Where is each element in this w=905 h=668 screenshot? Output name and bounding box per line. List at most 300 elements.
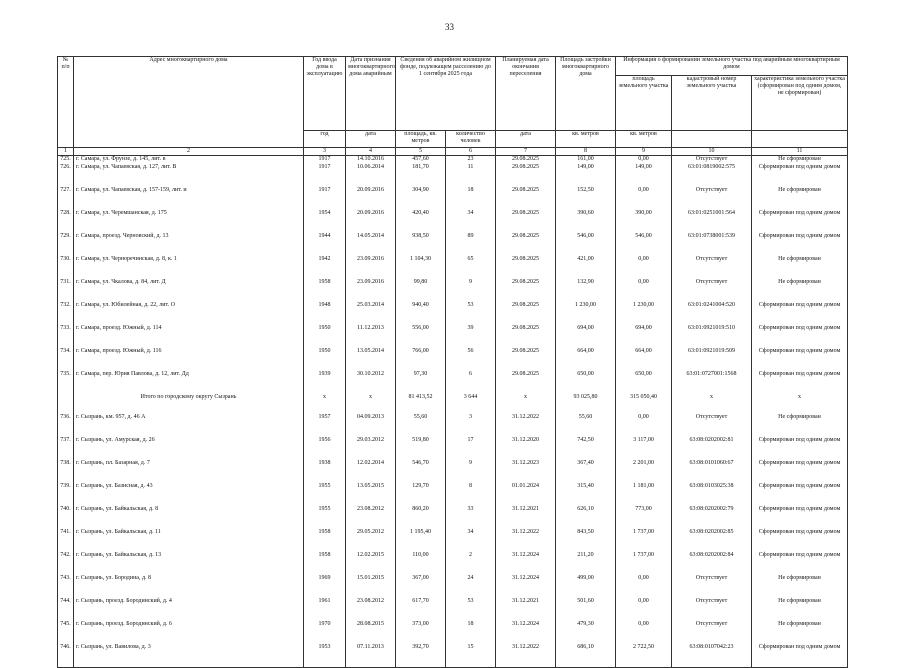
- planned-end-cell: 31.12.2022: [496, 644, 556, 668]
- unit-date: дата: [496, 131, 556, 148]
- table-row: [58, 460, 848, 483]
- land-status-cell: Сформирован под одним домом: [752, 506, 848, 529]
- row-number: 737.: [58, 437, 74, 460]
- row-number: 725.: [58, 156, 74, 165]
- area-cell: 373,00: [396, 621, 446, 644]
- area-cell: 304,90: [396, 187, 446, 210]
- table-row: [58, 156, 848, 165]
- cadastral-cell: 63:08:0202002:84: [672, 552, 752, 575]
- column-number: 5: [396, 148, 446, 156]
- emergency-date-cell: 28.08.2015: [346, 621, 396, 644]
- year-cell: 1917: [304, 164, 346, 187]
- land-area-cell: 0,00: [616, 187, 672, 210]
- land-area-cell: 0,00: [616, 598, 672, 621]
- land-status-cell: Не сформирован: [752, 621, 848, 644]
- address-cell: г. Самара, проезд. Черновский, д. 13: [74, 233, 304, 256]
- table-row: [58, 575, 848, 598]
- people-cell: 39: [446, 325, 496, 348]
- address-cell: г. Сызрань, проезд. Бородинский, д. 4: [74, 598, 304, 621]
- built-area-cell: 161,00: [556, 156, 616, 165]
- header-land-characteristic: характеристика земельного участка (сформирован под одним домом, не сформирован): [752, 76, 848, 131]
- planned-end-cell: 29.08.2025: [496, 371, 556, 394]
- row-number: 733.: [58, 325, 74, 348]
- planned-end-cell: 29.08.2025: [496, 325, 556, 348]
- page-number: 33: [445, 22, 454, 32]
- table-row: [58, 598, 848, 621]
- land-area-cell: 0,00: [616, 414, 672, 437]
- built-area-cell: 1 230,00: [556, 302, 616, 325]
- emergency-date-cell: 29.03.2012: [346, 437, 396, 460]
- land-area-cell: 0,00: [616, 621, 672, 644]
- built-area-cell: 152,50: [556, 187, 616, 210]
- address-cell: Итого по городскому округу Сызрань: [74, 394, 304, 414]
- column-number: 3: [304, 148, 346, 156]
- cadastral-cell: Отсутствует: [672, 598, 752, 621]
- address-cell: г. Сызрань, ул. Бородина, д. 8: [74, 575, 304, 598]
- built-area-cell: 479,30: [556, 621, 616, 644]
- area-cell: 617,70: [396, 598, 446, 621]
- emergency-date-cell: 14.10.2016: [346, 156, 396, 165]
- address-cell: г. Сызрань, пл. Базарная, д. 7: [74, 460, 304, 483]
- people-cell: 15: [446, 644, 496, 668]
- cadastral-cell: Отсутствует: [672, 156, 752, 165]
- people-cell: 18: [446, 621, 496, 644]
- area-cell: 457,60: [396, 156, 446, 165]
- table-row: [58, 164, 848, 187]
- area-cell: 1 195,40: [396, 529, 446, 552]
- land-area-cell: 315 050,40: [616, 394, 672, 414]
- land-area-cell: 0,00: [616, 156, 672, 165]
- emergency-date-cell: 13.05.2015: [346, 483, 396, 506]
- land-status-cell: Сформирован под одним домом: [752, 233, 848, 256]
- cadastral-cell: Отсутствует: [672, 187, 752, 210]
- land-status-cell: Сформирован под одним домом: [752, 164, 848, 187]
- area-cell: 546,70: [396, 460, 446, 483]
- header-emergency-info: Сведения об аварийном жилищном фонде, подлежащем расселению до 1 сентября 2025 года: [396, 57, 496, 131]
- people-cell: 33: [446, 506, 496, 529]
- planned-end-cell: 29.08.2025: [496, 156, 556, 165]
- unit-sqm: кв. метров: [556, 131, 616, 148]
- people-cell: 6: [446, 371, 496, 394]
- total-row: [58, 394, 848, 414]
- area-cell: 420,40: [396, 210, 446, 233]
- year-cell: 1917: [304, 187, 346, 210]
- land-area-cell: 3 117,00: [616, 437, 672, 460]
- emergency-date-cell: 10.06.2014: [346, 164, 396, 187]
- year-cell: 1957: [304, 414, 346, 437]
- planned-end-cell: 29.08.2025: [496, 233, 556, 256]
- land-status-cell: Не сформирован: [752, 256, 848, 279]
- built-area-cell: 694,00: [556, 325, 616, 348]
- column-number: 8: [556, 148, 616, 156]
- row-number: 735.: [58, 371, 74, 394]
- year-cell: 1938: [304, 460, 346, 483]
- address-cell: г. Самара, ул. Черемшанская, д. 175: [74, 210, 304, 233]
- cadastral-cell: 63:01:0819002:575: [672, 164, 752, 187]
- land-status-cell: Не сформирован: [752, 187, 848, 210]
- planned-end-cell: 31.12.2024: [496, 575, 556, 598]
- header-number: № п/п: [58, 57, 74, 148]
- area-cell: 519,80: [396, 437, 446, 460]
- emergency-date-cell: 20.09.2016: [346, 187, 396, 210]
- land-status-cell: Сформирован под одним домом: [752, 302, 848, 325]
- table-row: [58, 506, 848, 529]
- emergency-date-cell: x: [346, 394, 396, 414]
- built-area-cell: 626,10: [556, 506, 616, 529]
- address-cell: г. Самара, ул. Чапаевская, д. 127, лит. В: [74, 164, 304, 187]
- land-area-cell: 2 722,50: [616, 644, 672, 668]
- area-cell: 129,70: [396, 483, 446, 506]
- land-area-cell: 664,00: [616, 348, 672, 371]
- table-row: [58, 348, 848, 371]
- year-cell: 1950: [304, 348, 346, 371]
- people-cell: 89: [446, 233, 496, 256]
- unit-people: количество человек: [446, 131, 496, 148]
- year-cell: 1969: [304, 575, 346, 598]
- land-status-cell: Сформирован под одним домом: [752, 437, 848, 460]
- built-area-cell: 650,00: [556, 371, 616, 394]
- row-number: 727.: [58, 187, 74, 210]
- built-area-cell: 421,00: [556, 256, 616, 279]
- people-cell: 3 644: [446, 394, 496, 414]
- area-cell: 99,80: [396, 279, 446, 302]
- row-number: 745.: [58, 621, 74, 644]
- emergency-date-cell: 07.11.2013: [346, 644, 396, 668]
- table-row: [58, 256, 848, 279]
- address-cell: г. Сызрань, ул. Базисная, д. 43: [74, 483, 304, 506]
- land-area-cell: 0,00: [616, 256, 672, 279]
- land-area-cell: 650,00: [616, 371, 672, 394]
- area-cell: 367,00: [396, 575, 446, 598]
- address-cell: г. Самара, ул. Юбилейная, д. 22, лит. О: [74, 302, 304, 325]
- land-status-cell: Не сформирован: [752, 575, 848, 598]
- cadastral-cell: Отсутствует: [672, 575, 752, 598]
- area-cell: 55,60: [396, 414, 446, 437]
- people-cell: 34: [446, 529, 496, 552]
- table-row: [58, 621, 848, 644]
- table-row: [58, 437, 848, 460]
- row-number: 732.: [58, 302, 74, 325]
- cadastral-cell: 63:08:0101060:67: [672, 460, 752, 483]
- table-row: [58, 529, 848, 552]
- land-status-cell: Сформирован под одним домом: [752, 483, 848, 506]
- built-area-cell: 742,50: [556, 437, 616, 460]
- built-area-cell: 55,60: [556, 414, 616, 437]
- row-number: [58, 394, 74, 414]
- row-number: 730.: [58, 256, 74, 279]
- emergency-date-cell: 23.09.2016: [346, 279, 396, 302]
- row-number: 736.: [58, 414, 74, 437]
- unit-date: дата: [346, 131, 396, 148]
- land-area-cell: 390,00: [616, 210, 672, 233]
- planned-end-cell: 31.12.2021: [496, 506, 556, 529]
- row-number: 731.: [58, 279, 74, 302]
- built-area-cell: 93 025,80: [556, 394, 616, 414]
- header-cadastral: кадастровый номер земельного участка: [672, 76, 752, 131]
- planned-end-cell: 31.12.2024: [496, 552, 556, 575]
- header-land-info: Информация о формировании земельного участка под аварийным многоквартирным домом: [616, 57, 848, 76]
- land-status-cell: Сформирован под одним домом: [752, 644, 848, 668]
- address-cell: г. Самара, ул. Фрунзе, д. 145, лит. в: [74, 156, 304, 165]
- area-cell: 940,40: [396, 302, 446, 325]
- emergency-date-cell: 29.05.2012: [346, 529, 396, 552]
- emergency-date-cell: 11.12.2013: [346, 325, 396, 348]
- emergency-date-cell: 04.09.2013: [346, 414, 396, 437]
- planned-end-cell: 29.08.2025: [496, 256, 556, 279]
- land-status-cell: Сформирован под одним домом: [752, 371, 848, 394]
- people-cell: 2: [446, 552, 496, 575]
- row-number: 729.: [58, 233, 74, 256]
- area-cell: 110,00: [396, 552, 446, 575]
- table-row: [58, 644, 848, 668]
- year-cell: 1961: [304, 598, 346, 621]
- people-cell: 23: [446, 156, 496, 165]
- column-number: 6: [446, 148, 496, 156]
- cadastral-cell: Отсутствует: [672, 256, 752, 279]
- column-number: 1: [58, 148, 74, 156]
- land-area-cell: 0,00: [616, 279, 672, 302]
- address-cell: г. Самара, ул. Чкалова, д. 84, лит. Д: [74, 279, 304, 302]
- emergency-date-cell: 14.05.2014: [346, 233, 396, 256]
- planned-end-cell: 31.12.2020: [496, 437, 556, 460]
- cadastral-cell: 63:01:0921019:510: [672, 325, 752, 348]
- land-area-cell: 1 737,00: [616, 552, 672, 575]
- land-area-cell: 0,00: [616, 575, 672, 598]
- cadastral-cell: 63:01:0727001:1568: [672, 371, 752, 394]
- row-number: 726.: [58, 164, 74, 187]
- people-cell: 17: [446, 437, 496, 460]
- people-cell: 53: [446, 302, 496, 325]
- year-cell: 1958: [304, 279, 346, 302]
- planned-end-cell: 31.12.2022: [496, 414, 556, 437]
- people-cell: 34: [446, 210, 496, 233]
- land-status-cell: Не сформирован: [752, 414, 848, 437]
- area-cell: 766,00: [396, 348, 446, 371]
- header-built-area: Площадь застройки многоквартирного дома: [556, 57, 616, 131]
- row-number: 742.: [58, 552, 74, 575]
- land-status-cell: Сформирован под одним домом: [752, 552, 848, 575]
- land-status-cell: Не сформирован: [752, 279, 848, 302]
- land-status-cell: Сформирован под одним домом: [752, 460, 848, 483]
- address-cell: г. Сызрань, км. 957, д. 46 А: [74, 414, 304, 437]
- area-cell: 1 104,30: [396, 256, 446, 279]
- people-cell: 18: [446, 187, 496, 210]
- unit-area: площадь, кв. метров: [396, 131, 446, 148]
- table-row: [58, 552, 848, 575]
- people-cell: 9: [446, 279, 496, 302]
- address-cell: г. Самара, проезд. Южный, д. 114: [74, 325, 304, 348]
- emergency-date-cell: 12.02.2015: [346, 552, 396, 575]
- year-cell: 1955: [304, 483, 346, 506]
- row-number: 728.: [58, 210, 74, 233]
- cadastral-cell: 63:08:0103025:38: [672, 483, 752, 506]
- cadastral-cell: 63:01:0241004:520: [672, 302, 752, 325]
- people-cell: 8: [446, 483, 496, 506]
- address-cell: г. Самара, ул. Чапаевская, д. 157-159, лит. и: [74, 187, 304, 210]
- address-cell: г. Самара, пер. Юрия Павлова, д. 12, лит. Дд: [74, 371, 304, 394]
- address-cell: г. Сызрань, ул. Байкальская, д. 13: [74, 552, 304, 575]
- area-cell: 181,70: [396, 164, 446, 187]
- planned-end-cell: x: [496, 394, 556, 414]
- cadastral-cell: 63:08:0202002:81: [672, 437, 752, 460]
- address-cell: г. Самара, проезд. Южный, д. 116: [74, 348, 304, 371]
- people-cell: 53: [446, 598, 496, 621]
- emergency-date-cell: 30.10.2012: [346, 371, 396, 394]
- row-number: 740.: [58, 506, 74, 529]
- land-area-cell: 773,00: [616, 506, 672, 529]
- built-area-cell: 501,60: [556, 598, 616, 621]
- land-status-cell: Не сформирован: [752, 598, 848, 621]
- planned-end-cell: 31.12.2023: [496, 460, 556, 483]
- table-row: [58, 187, 848, 210]
- address-cell: г. Сызрань, ул. Вавилова, д. 3: [74, 644, 304, 668]
- land-area-cell: 149,00: [616, 164, 672, 187]
- land-status-cell: Сформирован под одним домом: [752, 325, 848, 348]
- area-cell: 392,70: [396, 644, 446, 668]
- area-cell: 938,50: [396, 233, 446, 256]
- table-row: [58, 483, 848, 506]
- header-date-emergency: Дата признания многоквартирного дома аварийным: [346, 57, 396, 131]
- land-status-cell: Не сформирован: [752, 156, 848, 165]
- year-cell: x: [304, 394, 346, 414]
- planned-end-cell: 31.12.2024: [496, 621, 556, 644]
- emergency-date-cell: 20.09.2016: [346, 210, 396, 233]
- people-cell: 11: [446, 164, 496, 187]
- row-number: 746.: [58, 644, 74, 668]
- built-area-cell: 499,00: [556, 575, 616, 598]
- address-cell: г. Сызрань, ул. Байкальская, д. 11: [74, 529, 304, 552]
- year-cell: 1948: [304, 302, 346, 325]
- table-row: [58, 371, 848, 394]
- emergency-date-cell: 23.08.2012: [346, 598, 396, 621]
- land-area-cell: 1 181,00: [616, 483, 672, 506]
- cadastral-cell: 63:08:0107042:23: [672, 644, 752, 668]
- cadastral-cell: Отсутствует: [672, 414, 752, 437]
- address-cell: г. Сызрань, проезд. Бородинский, д. 6: [74, 621, 304, 644]
- column-number: 7: [496, 148, 556, 156]
- land-status-cell: Сформирован под одним домом: [752, 529, 848, 552]
- year-cell: 1950: [304, 325, 346, 348]
- land-area-cell: 1 737,00: [616, 529, 672, 552]
- land-status-cell: x: [752, 394, 848, 414]
- people-cell: 65: [446, 256, 496, 279]
- cadastral-cell: x: [672, 394, 752, 414]
- address-cell: г. Сызрань, ул. Амурская, д. 26: [74, 437, 304, 460]
- cadastral-cell: 63:01:0738001:539: [672, 233, 752, 256]
- people-cell: 56: [446, 348, 496, 371]
- planned-end-cell: 29.08.2025: [496, 187, 556, 210]
- row-number: 743.: [58, 575, 74, 598]
- land-area-cell: 2 201,00: [616, 460, 672, 483]
- cadastral-cell: 63:01:0251001:564: [672, 210, 752, 233]
- cadastral-cell: 63:01:0921019:509: [672, 348, 752, 371]
- planned-end-cell: 29.08.2025: [496, 164, 556, 187]
- column-number: 4: [346, 148, 396, 156]
- people-cell: 24: [446, 575, 496, 598]
- built-area-cell: 664,00: [556, 348, 616, 371]
- header-address: Адрес многоквартирного дома: [74, 57, 304, 148]
- column-number: 2: [74, 148, 304, 156]
- cadastral-cell: 63:08:0202002:85: [672, 529, 752, 552]
- row-number: 738.: [58, 460, 74, 483]
- emergency-date-cell: 23.08.2012: [346, 506, 396, 529]
- header-planned-end: Планируемая дата окончания переселения: [496, 57, 556, 131]
- column-number: 10: [672, 148, 752, 156]
- land-area-cell: 546,00: [616, 233, 672, 256]
- table-row: [58, 279, 848, 302]
- emergency-housing-table: [57, 56, 848, 668]
- column-number: 9: [616, 148, 672, 156]
- table-row: [58, 210, 848, 233]
- built-area-cell: 149,00: [556, 164, 616, 187]
- area-cell: 81 413,52: [396, 394, 446, 414]
- table-row: [58, 302, 848, 325]
- year-cell: 1956: [304, 437, 346, 460]
- cadastral-cell: Отсутствует: [672, 279, 752, 302]
- planned-end-cell: 31.12.2022: [496, 529, 556, 552]
- built-area-cell: 686,10: [556, 644, 616, 668]
- area-cell: 556,00: [396, 325, 446, 348]
- built-area-cell: 132,90: [556, 279, 616, 302]
- cadastral-cell: 63:08:0202002:79: [672, 506, 752, 529]
- emergency-date-cell: 12.02.2014: [346, 460, 396, 483]
- year-cell: 1917: [304, 156, 346, 165]
- built-area-cell: 546,00: [556, 233, 616, 256]
- land-status-cell: Сформирован под одним домом: [752, 210, 848, 233]
- planned-end-cell: 29.08.2025: [496, 279, 556, 302]
- row-number: 739.: [58, 483, 74, 506]
- year-cell: 1953: [304, 644, 346, 668]
- row-number: 734.: [58, 348, 74, 371]
- planned-end-cell: 29.08.2025: [496, 302, 556, 325]
- built-area-cell: 843,50: [556, 529, 616, 552]
- address-cell: г. Самара, ул. Черноречинская, д. 8, к. 1: [74, 256, 304, 279]
- row-number: 741.: [58, 529, 74, 552]
- people-cell: 3: [446, 414, 496, 437]
- land-area-cell: 1 230,00: [616, 302, 672, 325]
- built-area-cell: 367,40: [556, 460, 616, 483]
- planned-end-cell: 29.08.2025: [496, 210, 556, 233]
- land-area-cell: 694,00: [616, 325, 672, 348]
- year-cell: 1955: [304, 506, 346, 529]
- emergency-date-cell: 15.01.2015: [346, 575, 396, 598]
- year-cell: 1944: [304, 233, 346, 256]
- built-area-cell: 390,60: [556, 210, 616, 233]
- header-land-area: площадь земельного участка: [616, 76, 672, 131]
- cadastral-cell: Отсутствует: [672, 621, 752, 644]
- column-number: 11: [752, 148, 848, 156]
- people-cell: 9: [446, 460, 496, 483]
- planned-end-cell: 31.12.2021: [496, 598, 556, 621]
- planned-end-cell: 01.01.2024: [496, 483, 556, 506]
- emergency-date-cell: 23.09.2016: [346, 256, 396, 279]
- area-cell: 860,20: [396, 506, 446, 529]
- built-area-cell: 315,40: [556, 483, 616, 506]
- table-row: [58, 233, 848, 256]
- area-cell: 97,30: [396, 371, 446, 394]
- table-row: [58, 414, 848, 437]
- built-area-cell: 211,20: [556, 552, 616, 575]
- table-row: [58, 325, 848, 348]
- land-status-cell: Сформирован под одним домом: [752, 348, 848, 371]
- year-cell: 1958: [304, 552, 346, 575]
- unit-year: год: [304, 131, 346, 148]
- unit-sqm: кв. метров: [616, 131, 672, 148]
- row-number: 744.: [58, 598, 74, 621]
- address-cell: г. Сызрань, ул. Байкальская, д. 8: [74, 506, 304, 529]
- year-cell: 1954: [304, 210, 346, 233]
- planned-end-cell: 29.08.2025: [496, 348, 556, 371]
